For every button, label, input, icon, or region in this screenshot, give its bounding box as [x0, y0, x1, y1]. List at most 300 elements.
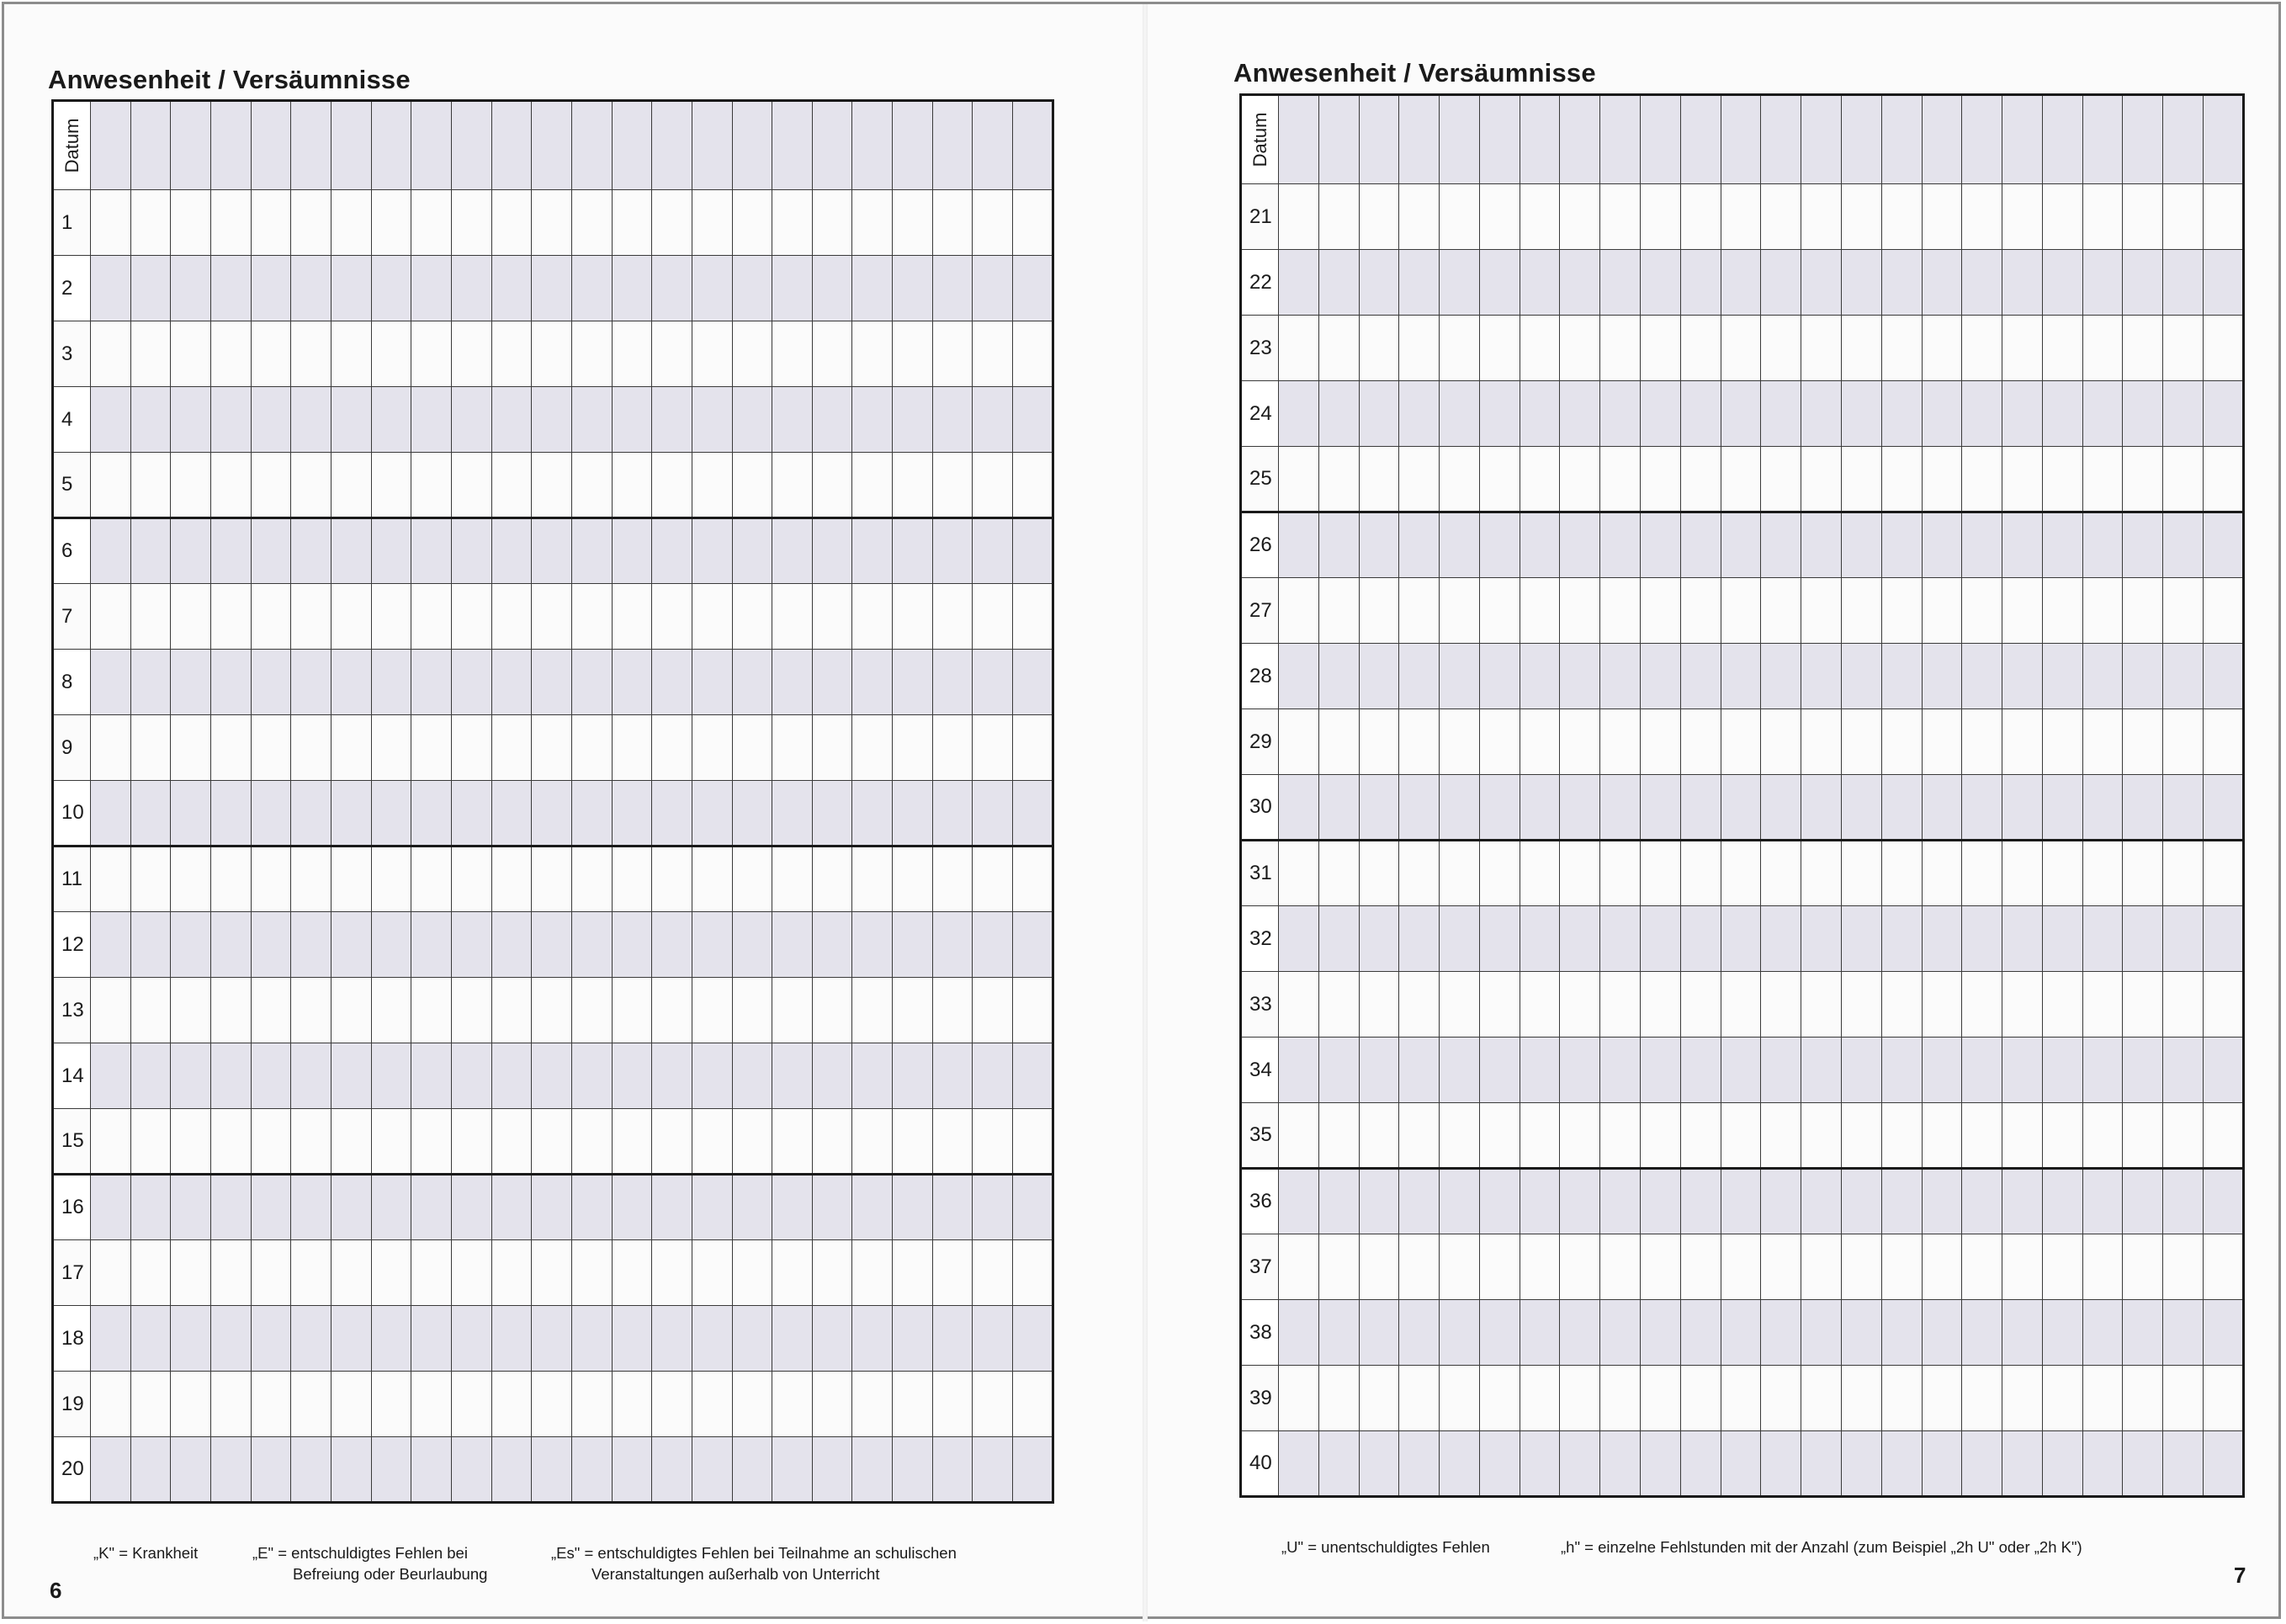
attendance-cell[interactable]	[331, 1175, 371, 1240]
attendance-cell[interactable]	[2042, 184, 2082, 250]
attendance-cell[interactable]	[331, 256, 371, 321]
attendance-cell[interactable]	[973, 1306, 1013, 1372]
attendance-cell[interactable]	[772, 781, 813, 846]
date-cell[interactable]	[732, 101, 772, 190]
attendance-cell[interactable]	[692, 387, 732, 453]
attendance-cell[interactable]	[893, 650, 933, 715]
attendance-cell[interactable]	[1721, 1431, 1761, 1497]
attendance-cell[interactable]	[2082, 1366, 2123, 1431]
attendance-cell[interactable]	[2123, 1300, 2163, 1366]
attendance-cell[interactable]	[2002, 1431, 2043, 1497]
date-cell[interactable]	[1962, 95, 2002, 184]
attendance-cell[interactable]	[451, 387, 491, 453]
attendance-cell[interactable]	[772, 387, 813, 453]
attendance-cell[interactable]	[91, 321, 131, 387]
attendance-cell[interactable]	[893, 190, 933, 256]
attendance-cell[interactable]	[2042, 972, 2082, 1038]
date-cell[interactable]	[171, 101, 211, 190]
attendance-cell[interactable]	[251, 781, 291, 846]
attendance-cell[interactable]	[772, 846, 813, 912]
attendance-cell[interactable]	[1560, 1038, 1600, 1103]
attendance-cell[interactable]	[91, 846, 131, 912]
attendance-cell[interactable]	[932, 518, 973, 584]
date-cell[interactable]	[2163, 95, 2204, 184]
attendance-cell[interactable]	[932, 1175, 973, 1240]
attendance-cell[interactable]	[1520, 1169, 1560, 1234]
attendance-cell[interactable]	[2163, 1169, 2204, 1234]
attendance-cell[interactable]	[1641, 1103, 1681, 1169]
attendance-cell[interactable]	[1600, 447, 1641, 512]
attendance-cell[interactable]	[331, 1109, 371, 1175]
attendance-cell[interactable]	[2002, 1169, 2043, 1234]
attendance-cell[interactable]	[1359, 1169, 1399, 1234]
attendance-cell[interactable]	[1520, 841, 1560, 906]
attendance-cell[interactable]	[1479, 906, 1520, 972]
attendance-cell[interactable]	[91, 1372, 131, 1437]
attendance-cell[interactable]	[1641, 512, 1681, 578]
attendance-cell[interactable]	[2123, 1169, 2163, 1234]
attendance-cell[interactable]	[2002, 775, 2043, 841]
attendance-cell[interactable]	[1841, 709, 1881, 775]
attendance-cell[interactable]	[2163, 775, 2204, 841]
attendance-cell[interactable]	[1761, 1431, 1801, 1497]
attendance-cell[interactable]	[291, 978, 331, 1043]
attendance-cell[interactable]	[1801, 447, 1842, 512]
attendance-cell[interactable]	[1680, 644, 1721, 709]
attendance-cell[interactable]	[1600, 316, 1641, 381]
attendance-cell[interactable]	[1962, 512, 2002, 578]
attendance-cell[interactable]	[973, 387, 1013, 453]
attendance-cell[interactable]	[1359, 1038, 1399, 1103]
attendance-cell[interactable]	[331, 781, 371, 846]
attendance-cell[interactable]	[1318, 250, 1359, 316]
attendance-cell[interactable]	[491, 190, 532, 256]
attendance-cell[interactable]	[1641, 775, 1681, 841]
attendance-cell[interactable]	[1881, 906, 1922, 972]
attendance-cell[interactable]	[612, 1437, 652, 1503]
attendance-cell[interactable]	[291, 912, 331, 978]
attendance-cell[interactable]	[2002, 578, 2043, 644]
attendance-cell[interactable]	[331, 978, 371, 1043]
date-cell[interactable]	[1600, 95, 1641, 184]
attendance-cell[interactable]	[451, 781, 491, 846]
attendance-cell[interactable]	[210, 650, 251, 715]
attendance-cell[interactable]	[1680, 1169, 1721, 1234]
attendance-cell[interactable]	[451, 584, 491, 650]
attendance-cell[interactable]	[1479, 1234, 1520, 1300]
attendance-cell[interactable]	[612, 1240, 652, 1306]
attendance-cell[interactable]	[2002, 644, 2043, 709]
attendance-cell[interactable]	[1761, 447, 1801, 512]
attendance-cell[interactable]	[1359, 1366, 1399, 1431]
attendance-cell[interactable]	[1641, 578, 1681, 644]
attendance-cell[interactable]	[371, 781, 411, 846]
attendance-cell[interactable]	[692, 584, 732, 650]
attendance-cell[interactable]	[893, 1109, 933, 1175]
attendance-cell[interactable]	[1440, 1169, 1480, 1234]
attendance-cell[interactable]	[2123, 381, 2163, 447]
attendance-cell[interactable]	[852, 1240, 893, 1306]
attendance-cell[interactable]	[371, 912, 411, 978]
attendance-cell[interactable]	[1922, 381, 1962, 447]
attendance-cell[interactable]	[1962, 1103, 2002, 1169]
attendance-cell[interactable]	[371, 715, 411, 781]
attendance-cell[interactable]	[2082, 1431, 2123, 1497]
attendance-cell[interactable]	[1479, 709, 1520, 775]
attendance-cell[interactable]	[1399, 447, 1440, 512]
attendance-cell[interactable]	[130, 650, 171, 715]
attendance-cell[interactable]	[571, 518, 612, 584]
attendance-cell[interactable]	[2163, 1103, 2204, 1169]
attendance-cell[interactable]	[652, 912, 692, 978]
attendance-cell[interactable]	[732, 650, 772, 715]
attendance-cell[interactable]	[1721, 578, 1761, 644]
attendance-cell[interactable]	[1520, 184, 1560, 250]
attendance-cell[interactable]	[893, 1372, 933, 1437]
attendance-cell[interactable]	[371, 1240, 411, 1306]
attendance-cell[interactable]	[1479, 1300, 1520, 1366]
attendance-cell[interactable]	[171, 321, 211, 387]
attendance-cell[interactable]	[371, 321, 411, 387]
date-cell[interactable]	[130, 101, 171, 190]
attendance-cell[interactable]	[1013, 1175, 1053, 1240]
attendance-cell[interactable]	[411, 321, 452, 387]
attendance-cell[interactable]	[1440, 841, 1480, 906]
attendance-cell[interactable]	[371, 1043, 411, 1109]
attendance-cell[interactable]	[171, 1306, 211, 1372]
attendance-cell[interactable]	[1318, 1300, 1359, 1366]
attendance-cell[interactable]	[1721, 906, 1761, 972]
attendance-cell[interactable]	[532, 584, 572, 650]
attendance-cell[interactable]	[1841, 512, 1881, 578]
attendance-cell[interactable]	[1801, 1300, 1842, 1366]
attendance-cell[interactable]	[652, 584, 692, 650]
attendance-cell[interactable]	[291, 1437, 331, 1503]
attendance-cell[interactable]	[932, 1109, 973, 1175]
attendance-cell[interactable]	[772, 453, 813, 518]
attendance-cell[interactable]	[1013, 256, 1053, 321]
attendance-cell[interactable]	[1560, 1234, 1600, 1300]
attendance-cell[interactable]	[732, 1306, 772, 1372]
attendance-cell[interactable]	[411, 584, 452, 650]
attendance-cell[interactable]	[2082, 381, 2123, 447]
date-cell[interactable]	[893, 101, 933, 190]
date-cell[interactable]	[1801, 95, 1842, 184]
attendance-cell[interactable]	[692, 518, 732, 584]
attendance-cell[interactable]	[251, 321, 291, 387]
date-cell[interactable]	[1359, 95, 1399, 184]
attendance-cell[interactable]	[1641, 972, 1681, 1038]
attendance-cell[interactable]	[2042, 1431, 2082, 1497]
attendance-cell[interactable]	[532, 453, 572, 518]
attendance-cell[interactable]	[852, 190, 893, 256]
attendance-cell[interactable]	[1520, 250, 1560, 316]
attendance-cell[interactable]	[1962, 1300, 2002, 1366]
attendance-cell[interactable]	[130, 1437, 171, 1503]
attendance-cell[interactable]	[812, 912, 852, 978]
attendance-cell[interactable]	[2082, 578, 2123, 644]
attendance-cell[interactable]	[411, 387, 452, 453]
attendance-cell[interactable]	[491, 387, 532, 453]
attendance-cell[interactable]	[1721, 447, 1761, 512]
attendance-cell[interactable]	[1440, 644, 1480, 709]
attendance-cell[interactable]	[652, 1175, 692, 1240]
attendance-cell[interactable]	[571, 715, 612, 781]
attendance-cell[interactable]	[932, 1043, 973, 1109]
attendance-cell[interactable]	[532, 1043, 572, 1109]
attendance-cell[interactable]	[1680, 775, 1721, 841]
attendance-cell[interactable]	[2042, 1169, 2082, 1234]
attendance-cell[interactable]	[1318, 775, 1359, 841]
attendance-cell[interactable]	[1600, 1300, 1641, 1366]
attendance-cell[interactable]	[210, 1109, 251, 1175]
attendance-cell[interactable]	[331, 1240, 371, 1306]
attendance-cell[interactable]	[1761, 316, 1801, 381]
attendance-cell[interactable]	[91, 781, 131, 846]
attendance-cell[interactable]	[2082, 250, 2123, 316]
attendance-cell[interactable]	[1680, 1300, 1721, 1366]
attendance-cell[interactable]	[2042, 578, 2082, 644]
attendance-cell[interactable]	[1399, 316, 1440, 381]
attendance-cell[interactable]	[973, 1372, 1013, 1437]
attendance-cell[interactable]	[291, 584, 331, 650]
attendance-cell[interactable]	[210, 256, 251, 321]
attendance-cell[interactable]	[91, 256, 131, 321]
attendance-cell[interactable]	[1279, 250, 1319, 316]
attendance-cell[interactable]	[772, 1437, 813, 1503]
attendance-cell[interactable]	[1962, 1169, 2002, 1234]
attendance-cell[interactable]	[1761, 184, 1801, 250]
attendance-cell[interactable]	[692, 912, 732, 978]
attendance-cell[interactable]	[331, 715, 371, 781]
attendance-cell[interactable]	[1279, 906, 1319, 972]
attendance-cell[interactable]	[692, 1109, 732, 1175]
attendance-cell[interactable]	[451, 518, 491, 584]
attendance-cell[interactable]	[2082, 1169, 2123, 1234]
attendance-cell[interactable]	[1520, 1366, 1560, 1431]
attendance-cell[interactable]	[130, 715, 171, 781]
attendance-cell[interactable]	[1881, 1038, 1922, 1103]
attendance-cell[interactable]	[1641, 1300, 1681, 1366]
attendance-cell[interactable]	[1801, 578, 1842, 644]
attendance-cell[interactable]	[893, 1306, 933, 1372]
attendance-cell[interactable]	[1560, 709, 1600, 775]
attendance-cell[interactable]	[491, 846, 532, 912]
attendance-cell[interactable]	[1279, 775, 1319, 841]
attendance-cell[interactable]	[532, 846, 572, 912]
attendance-cell[interactable]	[1520, 381, 1560, 447]
attendance-cell[interactable]	[612, 1109, 652, 1175]
attendance-cell[interactable]	[812, 715, 852, 781]
attendance-cell[interactable]	[1962, 381, 2002, 447]
attendance-cell[interactable]	[291, 518, 331, 584]
attendance-cell[interactable]	[1600, 1038, 1641, 1103]
attendance-cell[interactable]	[1801, 1169, 1842, 1234]
attendance-cell[interactable]	[772, 650, 813, 715]
attendance-cell[interactable]	[1881, 972, 1922, 1038]
attendance-cell[interactable]	[652, 1372, 692, 1437]
attendance-cell[interactable]	[1641, 250, 1681, 316]
attendance-cell[interactable]	[251, 1109, 291, 1175]
attendance-cell[interactable]	[2082, 972, 2123, 1038]
attendance-cell[interactable]	[2042, 381, 2082, 447]
attendance-cell[interactable]	[1680, 316, 1721, 381]
attendance-cell[interactable]	[291, 715, 331, 781]
attendance-cell[interactable]	[210, 1306, 251, 1372]
attendance-cell[interactable]	[732, 1043, 772, 1109]
attendance-cell[interactable]	[2002, 1366, 2043, 1431]
attendance-cell[interactable]	[2002, 1300, 2043, 1366]
date-cell[interactable]	[210, 101, 251, 190]
attendance-cell[interactable]	[1761, 1366, 1801, 1431]
attendance-cell[interactable]	[532, 321, 572, 387]
attendance-cell[interactable]	[371, 1437, 411, 1503]
attendance-cell[interactable]	[893, 518, 933, 584]
attendance-cell[interactable]	[1721, 250, 1761, 316]
attendance-cell[interactable]	[2082, 1300, 2123, 1366]
attendance-cell[interactable]	[1922, 578, 1962, 644]
attendance-cell[interactable]	[692, 256, 732, 321]
attendance-cell[interactable]	[2203, 906, 2243, 972]
attendance-cell[interactable]	[973, 912, 1013, 978]
attendance-cell[interactable]	[1841, 447, 1881, 512]
attendance-cell[interactable]	[612, 715, 652, 781]
attendance-cell[interactable]	[1440, 1038, 1480, 1103]
attendance-cell[interactable]	[1479, 1366, 1520, 1431]
attendance-cell[interactable]	[2203, 709, 2243, 775]
attendance-cell[interactable]	[1922, 316, 1962, 381]
attendance-cell[interactable]	[1680, 972, 1721, 1038]
attendance-cell[interactable]	[732, 453, 772, 518]
attendance-cell[interactable]	[612, 650, 652, 715]
attendance-cell[interactable]	[2163, 644, 2204, 709]
attendance-cell[interactable]	[812, 781, 852, 846]
attendance-cell[interactable]	[1560, 1366, 1600, 1431]
attendance-cell[interactable]	[652, 256, 692, 321]
attendance-cell[interactable]	[2042, 841, 2082, 906]
attendance-cell[interactable]	[371, 190, 411, 256]
attendance-cell[interactable]	[1600, 250, 1641, 316]
attendance-cell[interactable]	[1881, 1431, 1922, 1497]
attendance-cell[interactable]	[2123, 512, 2163, 578]
attendance-cell[interactable]	[1600, 1366, 1641, 1431]
attendance-cell[interactable]	[812, 453, 852, 518]
attendance-cell[interactable]	[1013, 190, 1053, 256]
attendance-cell[interactable]	[1318, 906, 1359, 972]
attendance-cell[interactable]	[1841, 1038, 1881, 1103]
attendance-cell[interactable]	[812, 978, 852, 1043]
attendance-cell[interactable]	[331, 1437, 371, 1503]
attendance-cell[interactable]	[571, 1437, 612, 1503]
attendance-cell[interactable]	[1279, 316, 1319, 381]
attendance-cell[interactable]	[2002, 1234, 2043, 1300]
attendance-cell[interactable]	[1440, 250, 1480, 316]
attendance-cell[interactable]	[1801, 1038, 1842, 1103]
attendance-cell[interactable]	[1399, 644, 1440, 709]
attendance-cell[interactable]	[491, 1437, 532, 1503]
attendance-cell[interactable]	[2163, 1431, 2204, 1497]
attendance-cell[interactable]	[1359, 841, 1399, 906]
attendance-cell[interactable]	[130, 256, 171, 321]
attendance-cell[interactable]	[251, 453, 291, 518]
attendance-cell[interactable]	[2203, 1300, 2243, 1366]
attendance-cell[interactable]	[251, 1240, 291, 1306]
attendance-cell[interactable]	[2123, 972, 2163, 1038]
attendance-cell[interactable]	[1479, 841, 1520, 906]
attendance-cell[interactable]	[692, 1240, 732, 1306]
attendance-cell[interactable]	[532, 1437, 572, 1503]
attendance-cell[interactable]	[852, 453, 893, 518]
attendance-cell[interactable]	[571, 453, 612, 518]
attendance-cell[interactable]	[1881, 775, 1922, 841]
attendance-cell[interactable]	[1680, 841, 1721, 906]
attendance-cell[interactable]	[1520, 447, 1560, 512]
attendance-cell[interactable]	[612, 978, 652, 1043]
attendance-cell[interactable]	[1359, 644, 1399, 709]
attendance-cell[interactable]	[1399, 906, 1440, 972]
attendance-cell[interactable]	[1279, 1038, 1319, 1103]
attendance-cell[interactable]	[652, 1306, 692, 1372]
attendance-cell[interactable]	[2163, 841, 2204, 906]
attendance-cell[interactable]	[652, 650, 692, 715]
attendance-cell[interactable]	[210, 584, 251, 650]
attendance-cell[interactable]	[532, 1306, 572, 1372]
attendance-cell[interactable]	[652, 715, 692, 781]
attendance-cell[interactable]	[171, 1043, 211, 1109]
attendance-cell[interactable]	[1560, 775, 1600, 841]
attendance-cell[interactable]	[2123, 250, 2163, 316]
attendance-cell[interactable]	[571, 1306, 612, 1372]
attendance-cell[interactable]	[91, 584, 131, 650]
attendance-cell[interactable]	[1440, 578, 1480, 644]
attendance-cell[interactable]	[1962, 972, 2002, 1038]
attendance-cell[interactable]	[571, 1109, 612, 1175]
attendance-cell[interactable]	[692, 978, 732, 1043]
attendance-cell[interactable]	[1318, 578, 1359, 644]
attendance-cell[interactable]	[1801, 1234, 1842, 1300]
attendance-cell[interactable]	[210, 846, 251, 912]
attendance-cell[interactable]	[411, 715, 452, 781]
attendance-cell[interactable]	[852, 1175, 893, 1240]
attendance-cell[interactable]	[973, 1109, 1013, 1175]
attendance-cell[interactable]	[210, 453, 251, 518]
attendance-cell[interactable]	[1479, 578, 1520, 644]
attendance-cell[interactable]	[2002, 250, 2043, 316]
attendance-cell[interactable]	[1440, 972, 1480, 1038]
attendance-cell[interactable]	[451, 1175, 491, 1240]
attendance-cell[interactable]	[371, 978, 411, 1043]
attendance-cell[interactable]	[2002, 1038, 2043, 1103]
attendance-cell[interactable]	[1761, 1169, 1801, 1234]
attendance-cell[interactable]	[1399, 1300, 1440, 1366]
attendance-cell[interactable]	[331, 846, 371, 912]
attendance-cell[interactable]	[1479, 972, 1520, 1038]
attendance-cell[interactable]	[130, 1306, 171, 1372]
attendance-cell[interactable]	[411, 781, 452, 846]
attendance-cell[interactable]	[1881, 709, 1922, 775]
attendance-cell[interactable]	[1279, 709, 1319, 775]
attendance-cell[interactable]	[1721, 1234, 1761, 1300]
attendance-cell[interactable]	[1318, 512, 1359, 578]
attendance-cell[interactable]	[1399, 709, 1440, 775]
attendance-cell[interactable]	[2163, 1366, 2204, 1431]
attendance-cell[interactable]	[491, 1306, 532, 1372]
attendance-cell[interactable]	[772, 912, 813, 978]
attendance-cell[interactable]	[1440, 184, 1480, 250]
attendance-cell[interactable]	[1680, 578, 1721, 644]
attendance-cell[interactable]	[1013, 1043, 1053, 1109]
attendance-cell[interactable]	[1318, 1103, 1359, 1169]
